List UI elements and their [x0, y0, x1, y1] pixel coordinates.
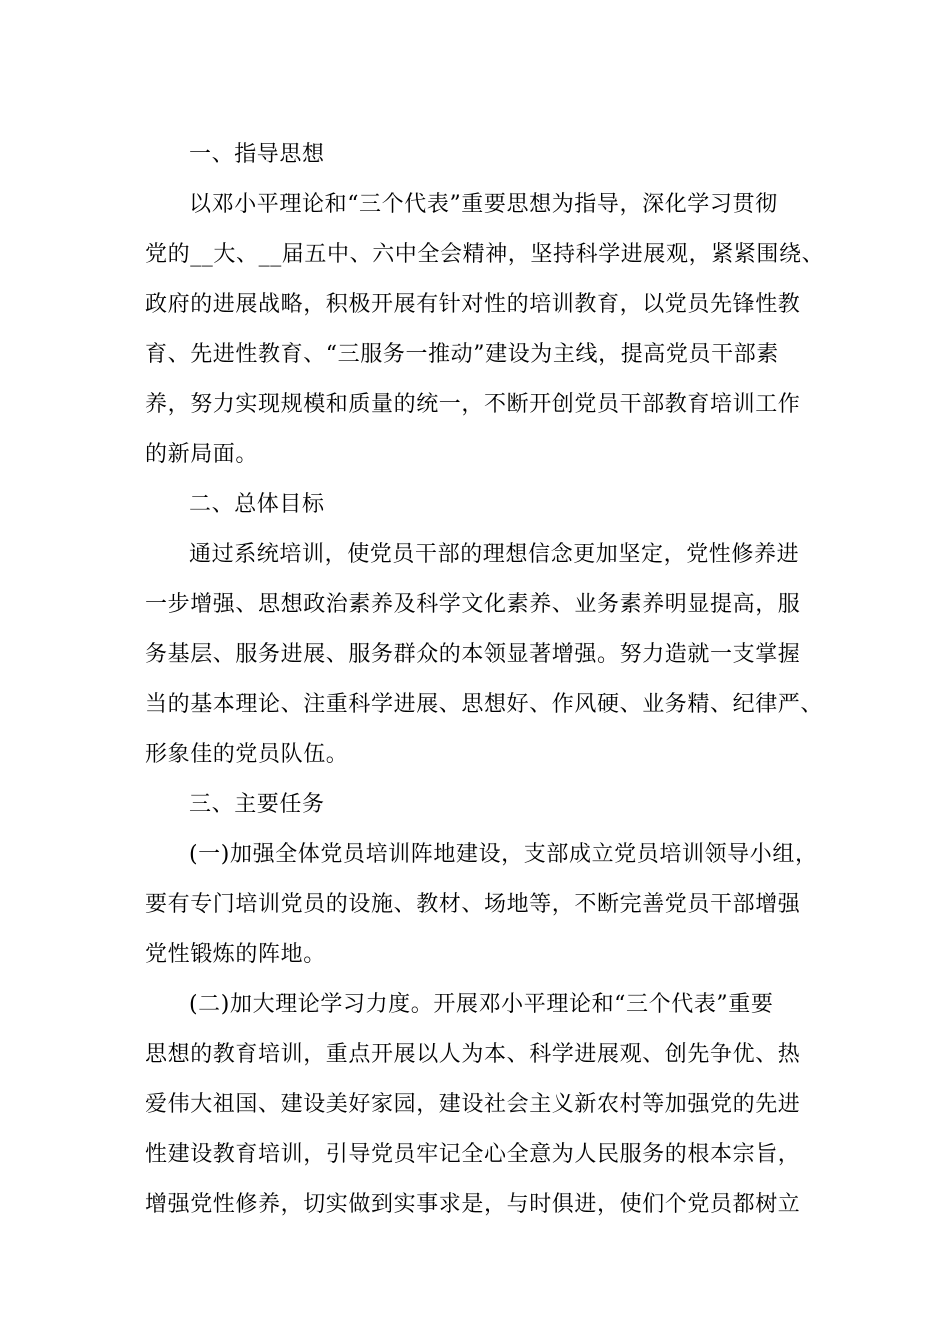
paragraph-line: 爱伟大祖国、建设美好家园，建设社会主义新农村等加强党的先进 — [145, 1092, 801, 1117]
paragraph-line: 思想的教育培训，重点开展以人为本、科学进展观、创先争优、热 — [145, 1042, 801, 1067]
section-heading-overall-goal: 二、总体目标 — [189, 492, 325, 517]
paragraph-line: 党的__大、__届五中、六中全会精神，坚持科学进展观，紧紧围绕、 — [145, 242, 825, 267]
paragraph-line: (二)加大理论学习力度。开展邓小平理论和“三个代表”重要 — [189, 992, 774, 1017]
document-body — [145, 130, 825, 1230]
paragraph-line: 育、先进性教育、“三服务一推动”建设为主线，提高党员干部素 — [145, 342, 779, 367]
paragraph-line: 形象佳的党员队伍。 — [145, 742, 349, 767]
paragraph-line: 以邓小平理论和“三个代表”重要思想为指导，深化学习贯彻 — [189, 192, 778, 217]
paragraph-line: 增强党性修养，切实做到实事求是，与时俱进，使们个党员都树立 — [145, 1192, 801, 1217]
paragraph-line: 务基层、服务进展、服务群众的本领显著增强。努力造就一支掌握 — [145, 642, 801, 667]
paragraph-line: 政府的进展战略，积极开展有针对性的培训教育，以党员先锋性教 — [145, 292, 801, 317]
section-heading-main-tasks: 三、主要任务 — [189, 792, 325, 817]
paragraph-line: 党性锻炼的阵地。 — [145, 942, 326, 967]
paragraph-line: 要有专门培训党员的设施、教材、场地等，不断完善党员干部增强 — [145, 892, 801, 917]
paragraph-line: 性建设教育培训，引导党员牢记全心全意为人民服务的根本宗旨， — [145, 1142, 801, 1167]
paragraph-line: 通过系统培训，使党员干部的理想信念更加坚定，党性修养进 — [189, 542, 800, 567]
paragraph-line: (一)加强全体党员培训阵地建设，支部成立党员培训领导小组， — [189, 842, 818, 867]
paragraph-line: 一步增强、思想政治素养及科学文化素养、业务素养明显提高，服 — [145, 592, 801, 617]
paragraph-line: 的新局面。 — [145, 442, 259, 467]
paragraph-line: 当的基本理论、注重科学进展、思想好、作风硬、业务精、纪律严、 — [145, 692, 824, 717]
paragraph-line: 养，努力实现规模和质量的统一，不断开创党员干部教育培训工作 — [145, 392, 801, 417]
section-heading-guiding-ideology: 一、指导思想 — [189, 142, 325, 167]
